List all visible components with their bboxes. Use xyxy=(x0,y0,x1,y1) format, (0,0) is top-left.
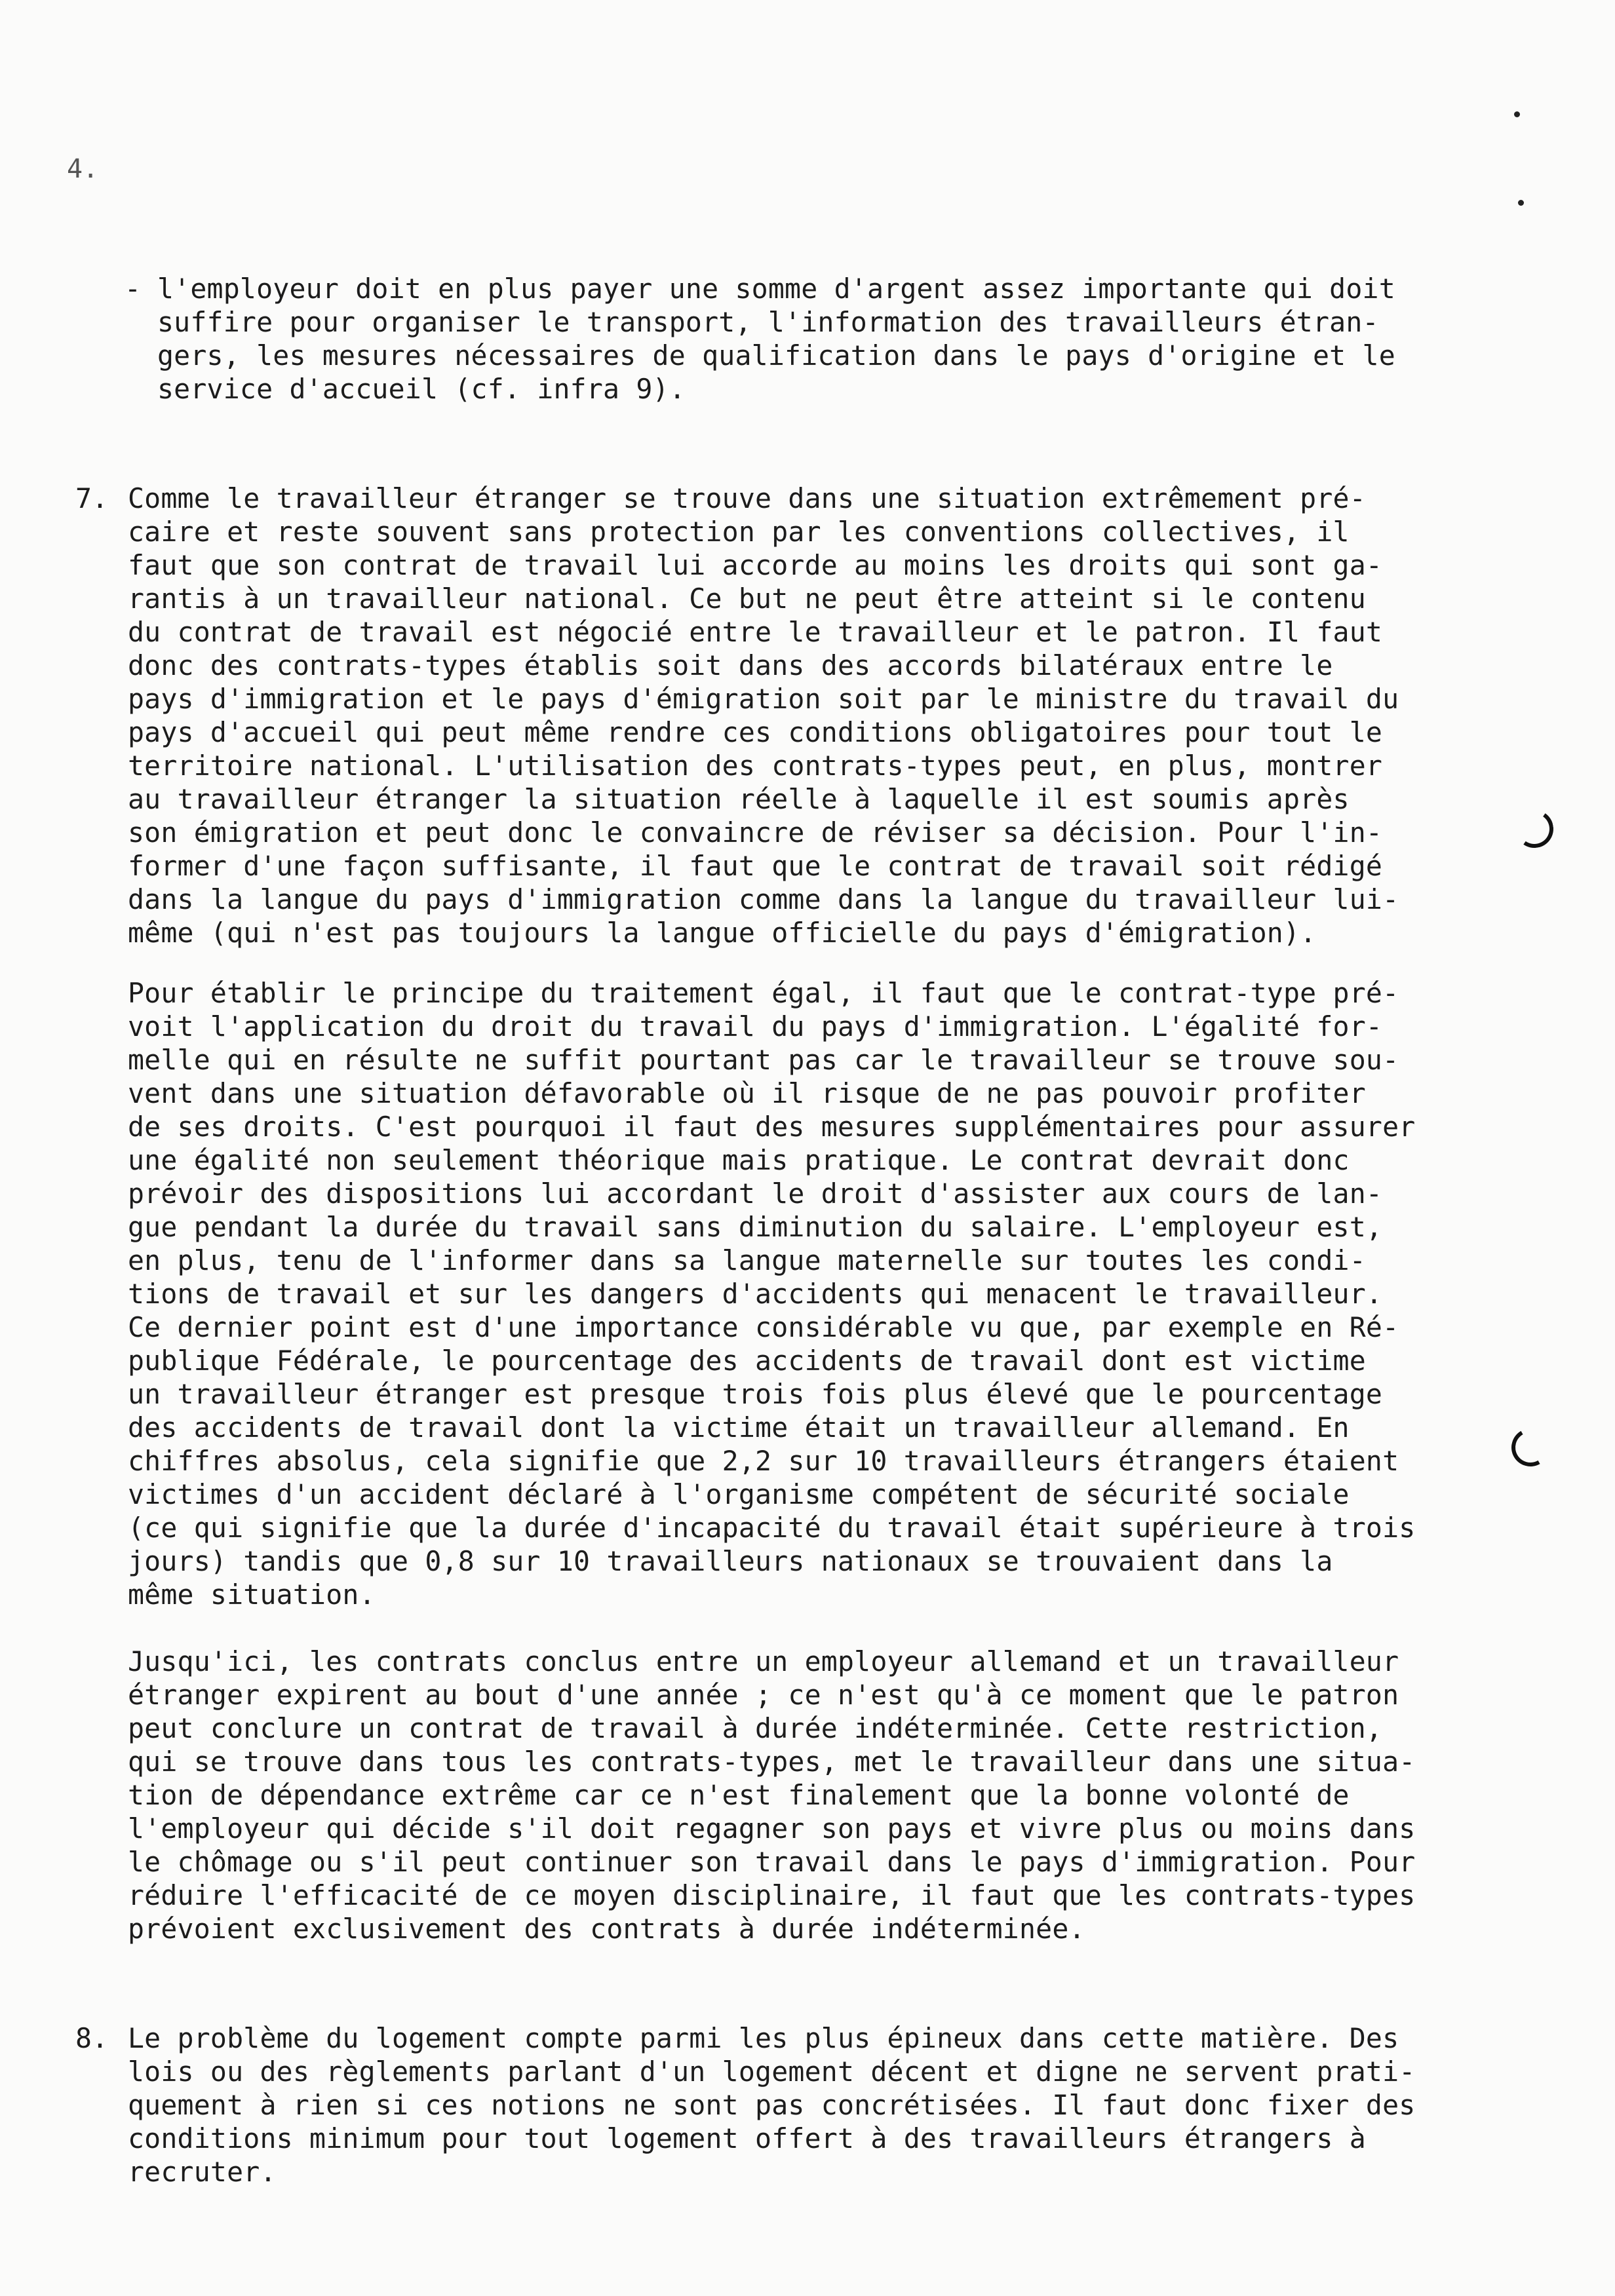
text-line: rantis à un travailleur national. Ce but ne peut être atteint si le contenu xyxy=(128,583,1366,615)
text-line: l'employeur doit en plus payer une somme d'argent assez importante qui doit xyxy=(157,273,1395,305)
text-line: melle qui en résulte ne suffit pourtant pas car le travailleur se trouve sou- xyxy=(128,1044,1399,1076)
text-line: l'employeur qui décide s'il doit regagner son pays et vivre plus ou moins dans xyxy=(128,1812,1416,1845)
text-line: faut que son contrat de travail lui accorde au moins les droits qui sont ga- xyxy=(128,549,1383,581)
text-line: Pour établir le principe du traitement égal, il faut que le contrat-type pré- xyxy=(128,977,1399,1009)
text-line: vent dans une situation défavorable où il risque de ne pas pouvoir profiter xyxy=(128,1077,1366,1109)
section-7-paragraph-1 xyxy=(128,482,1399,949)
text-line: du contrat de travail est négocié entre le travailleur et le patron. Il faut xyxy=(128,616,1383,648)
margin-hook-mark xyxy=(1507,1424,1553,1470)
text-line: donc des contrats-types établis soit dans des accords bilatéraux entre le xyxy=(128,649,1333,681)
text-line: (ce qui signifie que la durée d'incapacité du travail était supérieure à trois xyxy=(128,1512,1416,1544)
text-line: Jusqu'ici, les contrats conclus entre un employeur allemand et un travailleur xyxy=(128,1645,1399,1677)
text-line: conditions minimum pour tout logement offert à des travailleurs étrangers à xyxy=(128,2122,1366,2154)
text-line: de ses droits. C'est pourquoi il faut des mesures supplémentaires pour assurer xyxy=(128,1111,1416,1143)
text-line: gue pendant la durée du travail sans diminution du salaire. L'employeur est, xyxy=(128,1211,1383,1243)
text-line: chiffres absolus, cela signifie que 2,2 sur 10 travailleurs étrangers étaient xyxy=(128,1445,1399,1477)
text-line: territoire national. L'utilisation des contrats-types peut, en plus, montrer xyxy=(128,750,1383,782)
text-line: étranger expirent au bout d'une année ; ce n'est qu'à ce moment que le patron xyxy=(128,1679,1399,1711)
text-line: en plus, tenu de l'informer dans sa langue maternelle sur toutes les condi- xyxy=(128,1244,1366,1276)
text-line: Comme le travailleur étranger se trouve dans une situation extrêmement pré- xyxy=(128,482,1366,514)
text-line: le chômage ou s'il peut continuer son travail dans le pays d'immigration. Pour xyxy=(128,1846,1416,1878)
text-line: suffire pour organiser le transport, l'information des travailleurs étran- xyxy=(157,306,1379,338)
bullet-paragraph xyxy=(157,272,1395,406)
text-line: gers, les mesures nécessaires de qualification dans le pays d'origine et le xyxy=(157,339,1395,372)
text-line: Ce dernier point est d'une importance considérable vu que, par exemple en Ré- xyxy=(128,1311,1399,1343)
text-line: jours) tandis que 0,8 sur 10 travailleurs nationaux se trouvaient dans la xyxy=(128,1545,1333,1577)
section-8-number: 8. xyxy=(75,2022,108,2054)
section-7-number: 7. xyxy=(75,482,108,514)
text-line: qui se trouve dans tous les contrats-types, met le travailleur dans une situa- xyxy=(128,1746,1416,1778)
section-7-paragraph-2 xyxy=(128,976,1415,1611)
bullet-marker: - xyxy=(125,273,141,305)
text-line: Le problème du logement compte parmi les plus épineux dans cette matière. Des xyxy=(128,2022,1399,2054)
section-8-paragraph-1 xyxy=(128,2021,1415,2189)
text-line: publique Fédérale, le pourcentage des accidents de travail dont est victime xyxy=(128,1345,1366,1377)
text-line: service d'accueil (cf. infra 9). xyxy=(157,373,686,405)
text-line: voit l'application du droit du travail du pays d'immigration. L'égalité for- xyxy=(128,1010,1383,1043)
margin-dot xyxy=(1518,200,1524,206)
margin-hook-mark xyxy=(1512,807,1556,851)
text-line: une égalité non seulement théorique mais pratique. Le contrat devrait donc xyxy=(128,1144,1350,1176)
text-line: former d'une façon suffisante, il faut que le contrat de travail soit rédigé xyxy=(128,850,1383,882)
page-number: 4. xyxy=(67,154,99,184)
section-7-paragraph-3 xyxy=(128,1645,1415,1945)
text-line: recruter. xyxy=(128,2156,277,2188)
text-line: peut conclure un contrat de travail à durée indéterminée. Cette restriction, xyxy=(128,1712,1383,1744)
text-line: au travailleur étranger la situation réelle à laquelle il est soumis après xyxy=(128,783,1350,815)
text-line: un travailleur étranger est presque trois fois plus élevé que le pourcentage xyxy=(128,1378,1383,1410)
text-line: victimes d'un accident déclaré à l'organisme compétent de sécurité sociale xyxy=(128,1478,1350,1510)
text-line: son émigration et peut donc le convaincre de réviser sa décision. Pour l'in- xyxy=(128,816,1383,849)
text-line: tions de travail et sur les dangers d'accidents qui menacent le travailleur. xyxy=(128,1278,1383,1310)
text-line: même situation. xyxy=(128,1578,376,1611)
text-line: caire et reste souvent sans protection par les conventions collectives, il xyxy=(128,516,1350,548)
text-line: pays d'immigration et le pays d'émigration soit par le ministre du travail du xyxy=(128,683,1399,715)
text-line: des accidents de travail dont la victime était un travailleur allemand. En xyxy=(128,1411,1350,1444)
text-line: même (qui n'est pas toujours la langue officielle du pays d'émigration). xyxy=(128,917,1317,949)
text-line: quement à rien si ces notions ne sont pas concrétisées. Il faut donc fixer des xyxy=(128,2089,1416,2121)
text-line: pays d'accueil qui peut même rendre ces conditions obligatoires pour tout le xyxy=(128,716,1383,748)
text-line: prévoient exclusivement des contrats à durée indéterminée. xyxy=(128,1913,1085,1945)
text-line: prévoir des dispositions lui accordant le droit d'assister aux cours de lan- xyxy=(128,1177,1383,1210)
text-line: réduire l'efficacité de ce moyen disciplinaire, il faut que les contrats-types xyxy=(128,1879,1416,1911)
margin-dot xyxy=(1514,111,1520,117)
text-line: dans la langue du pays d'immigration comme dans la langue du travailleur lui- xyxy=(128,883,1399,915)
text-line: tion de dépendance extrême car ce n'est finalement que la bonne volonté de xyxy=(128,1779,1350,1811)
text-line: lois ou des règlements parlant d'un logement décent et digne ne servent prati- xyxy=(128,2056,1416,2088)
